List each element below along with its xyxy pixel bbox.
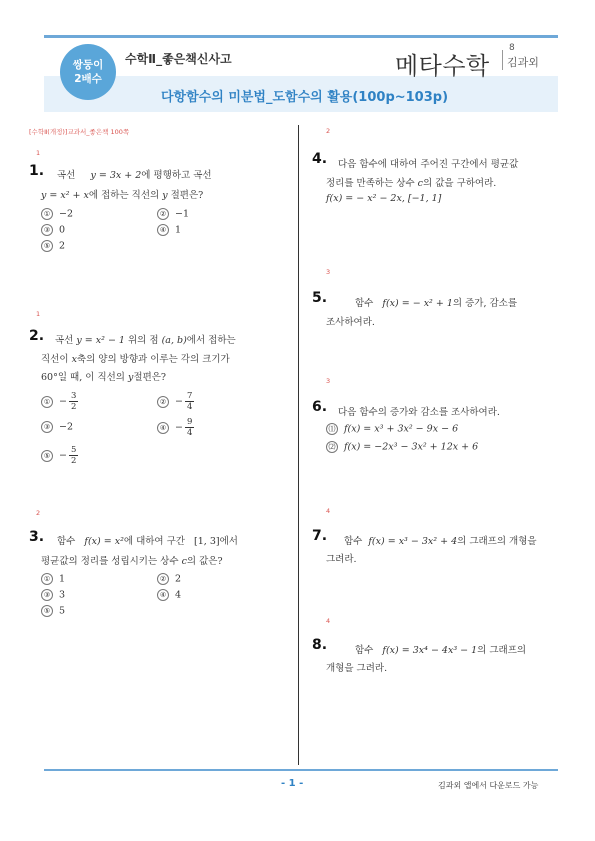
question-3-option-4[interactable]: ④ 4 <box>157 589 181 601</box>
question-2-option-4[interactable]: ④ − $\frac{9}{4}$ <box>157 417 194 438</box>
question-3-option-1[interactable]: ① 1 <box>41 573 65 585</box>
question-6-line-1: 다음 함수의 증가와 감소를 조사하여라. <box>338 407 500 418</box>
question-7-line-2: 그려라. <box>326 554 357 565</box>
question-3-option-5[interactable]: ⑤ 5 <box>41 605 65 617</box>
top-rule <box>44 35 558 38</box>
question-1-number: 1. <box>29 163 45 179</box>
twin-badge <box>60 44 116 100</box>
question-2-option-2[interactable]: ② − $\frac{7}{4}$ <box>157 391 194 412</box>
question-5-number: 5. <box>312 290 328 306</box>
question-4-ref: 2 <box>326 127 331 135</box>
question-2-ref: 1 <box>36 310 41 318</box>
question-1-option-4[interactable]: ④ 1 <box>157 224 181 236</box>
question-3-option-3[interactable]: ③ 3 <box>41 589 65 601</box>
question-3-ref: 2 <box>36 509 41 517</box>
question-7-line-1: 함수 f(x) = x³ − 3x² + 4의 그래프의 개형을 <box>344 536 537 547</box>
question-1-ref: 1 <box>36 149 41 157</box>
question-6-number: 6. <box>312 399 328 415</box>
question-1-option-1[interactable]: ① −2 <box>41 208 73 220</box>
question-2-option-5[interactable]: ⑤ − $\frac{5}{2}$ <box>41 445 78 466</box>
footer-rule <box>44 769 558 771</box>
question-6-part-1: ⑴ f(x) = x³ + 3x² − 9x − 6 <box>326 423 458 435</box>
question-8-ref: 4 <box>326 617 331 625</box>
question-4-expression: f(x) = − x² − 2x, [−1, 1] <box>326 193 442 204</box>
badge-line1: 쌍둥이 <box>72 59 104 71</box>
question-2-line-2: 직선이 x축의 양의 방향과 이루는 각의 크기가 <box>41 354 230 365</box>
page-title: 다항함수의 미분법_도함수의 활용(100p~103p) <box>161 90 449 105</box>
question-1-option-2[interactable]: ② −1 <box>157 208 189 220</box>
question-7-ref: 4 <box>326 507 331 515</box>
badge-line2: 2배수 <box>74 73 102 85</box>
question-6-part-2: ⑵ f(x) = −2x³ − 3x² + 12x + 6 <box>326 441 478 453</box>
question-2-line-3: 60°일 때, 이 직선의 y절편은? <box>41 372 167 383</box>
question-2-number: 2. <box>29 328 45 344</box>
question-8-line-1: 함수 f(x) = 3x⁴ − 4x³ − 1의 그래프의 <box>355 645 527 656</box>
question-5-ref: 3 <box>326 268 331 276</box>
question-7-number: 7. <box>312 528 328 544</box>
question-5-line-2: 조사하여라. <box>326 317 375 328</box>
source-reference: [수학Ⅱ(개정)]교과서_좋은책 100쪽 <box>29 128 130 136</box>
brand-name: 김과외 <box>507 56 539 69</box>
question-4-line-2: 정리를 만족하는 상수 c의 값을 구하여라. <box>326 178 497 189</box>
download-note: 김과외 앱에서 다운로드 가능 <box>438 781 539 790</box>
column-divider <box>298 125 299 765</box>
question-1-line-2: y = x² + x에 접하는 직선의 y 절편은? <box>41 190 204 201</box>
question-8-number: 8. <box>312 637 328 653</box>
brand-mark-icon: 8 <box>509 43 515 53</box>
question-3-line-2: 평균값의 정리를 성립시키는 상수 c의 값은? <box>41 556 223 567</box>
page-number: - 1 - <box>281 778 304 789</box>
question-6-ref: 3 <box>326 377 331 385</box>
logo-divider <box>502 50 503 70</box>
question-4-line-1: 다음 함수에 대하여 주어진 구간에서 평균값 <box>338 159 519 170</box>
question-5-line-1: 함수 f(x) = − x² + 1의 증가, 감소를 <box>355 298 518 309</box>
question-3-line-1: 함수 f(x) = x²에 대하여 구간 [1, 3]에서 <box>57 536 238 547</box>
question-2-option-3[interactable]: ③ −2 <box>41 421 73 433</box>
question-1-line-1: 곡선 y = 3x + 2에 평행하고 곡선 <box>57 170 212 181</box>
book-title: 수학Ⅱ_좋은책신사고 <box>125 52 232 66</box>
question-2-line-1: 곡선 y = x² − 1 위의 점 (a, b)에서 접하는 <box>55 335 236 346</box>
question-1-option-3[interactable]: ③ 0 <box>41 224 65 236</box>
question-1-option-5[interactable]: ⑤ 2 <box>41 240 65 252</box>
question-4-number: 4. <box>312 151 328 167</box>
question-2-option-1[interactable]: ① − $\frac{3}{2}$ <box>41 391 78 412</box>
meta-math-logo: 메타수학 <box>395 52 490 80</box>
question-3-option-2[interactable]: ② 2 <box>157 573 181 585</box>
question-8-line-2: 개형을 그려라. <box>326 663 388 674</box>
question-3-number: 3. <box>29 529 45 545</box>
